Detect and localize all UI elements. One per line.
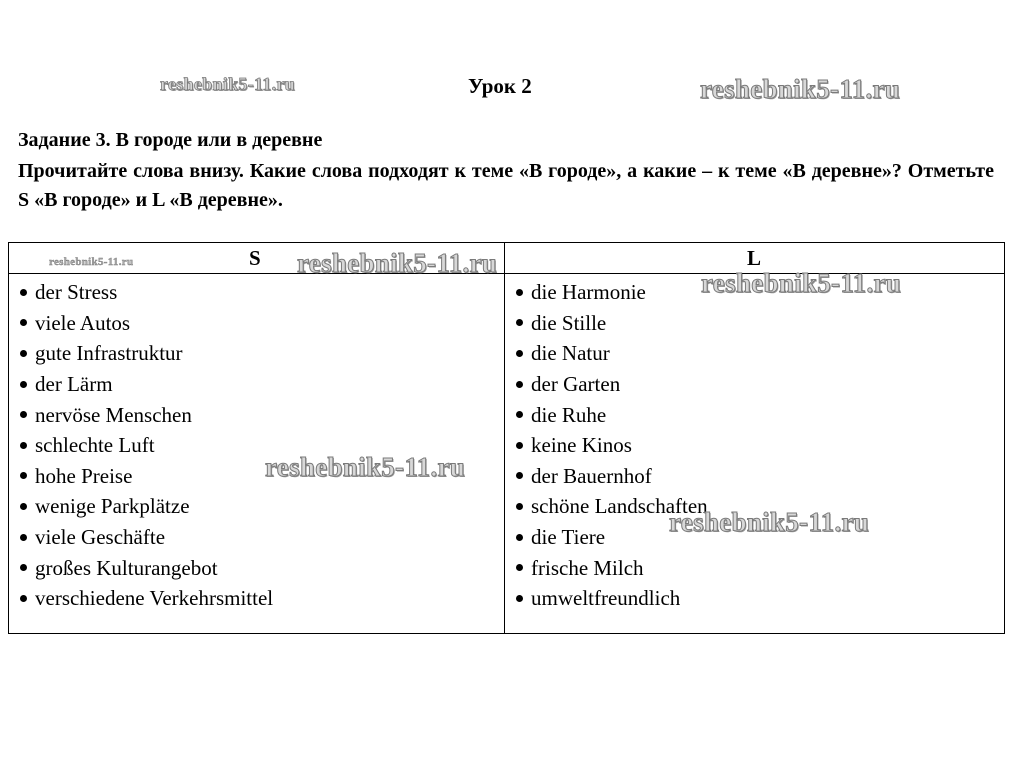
list-item [516, 583, 708, 614]
list-item [516, 308, 708, 339]
word-text: der Stress [35, 280, 118, 305]
list-item [20, 430, 273, 461]
watermark-top-left: reshebnik5-11.ru [160, 74, 295, 94]
bullet-icon [516, 503, 523, 510]
word-text: hohe Preise [35, 463, 133, 488]
words-table [8, 242, 1005, 634]
word-text: wenige Parkplätze [35, 494, 190, 519]
word-text: nervöse Menschen [35, 402, 192, 427]
task-instructions: Прочитайте слова внизу. Какие слова подходят к теме «В городе», а какие – к теме «В деревне»? Отметьте S «В городе» и L «В деревне». [18, 160, 994, 211]
list-item [516, 430, 708, 461]
watermark-table-middle: reshebnik5-11.ru [265, 452, 466, 482]
bullet-icon [516, 595, 523, 602]
word-text: keine Kinos [531, 433, 632, 458]
word-text: die Tiere [531, 525, 606, 550]
list-item [20, 461, 273, 492]
task-title: Задание 3. В городе или в деревне [18, 129, 323, 151]
bullet-icon [20, 289, 27, 296]
word-text: gute Infrastruktur [35, 341, 183, 366]
word-text: der Lärm [35, 372, 113, 397]
bullet-icon [516, 350, 523, 357]
list-item [516, 552, 708, 583]
list-item [516, 277, 708, 308]
city-words-list [20, 277, 273, 614]
watermark-table-small: reshebnik5-11.ru [49, 256, 134, 268]
list-item [20, 308, 273, 339]
list-item [20, 369, 273, 400]
word-text: großes Kulturangebot [35, 555, 218, 580]
word-text: schöne Landschaften [531, 494, 708, 519]
list-item [516, 461, 708, 492]
column-divider [504, 243, 505, 633]
bullet-icon [20, 503, 27, 510]
word-text: verschiedene Verkehrsmittel [35, 586, 274, 611]
bullet-icon [20, 381, 27, 388]
list-item [516, 369, 708, 400]
bullet-icon [20, 411, 27, 418]
word-text: die Natur [531, 341, 610, 366]
list-item [20, 552, 273, 583]
word-text: die Ruhe [531, 402, 607, 427]
word-text: der Bauernhof [531, 463, 652, 488]
bullet-icon [20, 442, 27, 449]
watermark-table-lower: reshebnik5-11.ru [669, 507, 870, 537]
word-text: viele Geschäfte [35, 525, 166, 550]
list-item [20, 338, 273, 369]
village-words-list [516, 277, 708, 614]
watermark-top-right: reshebnik5-11.ru [700, 74, 901, 104]
bullet-icon [20, 319, 27, 326]
word-text: schlechte Luft [35, 433, 155, 458]
column-heading-s: S [249, 246, 261, 270]
word-text: die Stille [531, 310, 607, 335]
bullet-icon [516, 442, 523, 449]
list-item [516, 399, 708, 430]
list-item [516, 338, 708, 369]
word-text: die Harmonie [531, 280, 646, 305]
word-text: frische Milch [531, 555, 644, 580]
bullet-icon [20, 595, 27, 602]
bullet-icon [20, 534, 27, 541]
list-item [20, 399, 273, 430]
bullet-icon [20, 564, 27, 571]
watermark-table-center: reshebnik5-11.ru [297, 248, 498, 278]
bullet-icon [516, 381, 523, 388]
bullet-icon [516, 411, 523, 418]
bullet-icon [20, 350, 27, 357]
list-item [20, 491, 273, 522]
bullet-icon [516, 534, 523, 541]
bullet-icon [516, 472, 523, 479]
list-item [20, 522, 273, 553]
watermark-table-right: reshebnik5-11.ru [701, 268, 902, 298]
lesson-title: Урок 2 [468, 74, 532, 98]
bullet-icon [516, 289, 523, 296]
list-item [20, 277, 273, 308]
word-text: umweltfreundlich [531, 586, 681, 611]
word-text: der Garten [531, 372, 621, 397]
column-heading-l: L [747, 246, 762, 270]
bullet-icon [516, 564, 523, 571]
list-item [20, 583, 273, 614]
bullet-icon [20, 472, 27, 479]
word-text: viele Autos [35, 310, 131, 335]
bullet-icon [516, 319, 523, 326]
